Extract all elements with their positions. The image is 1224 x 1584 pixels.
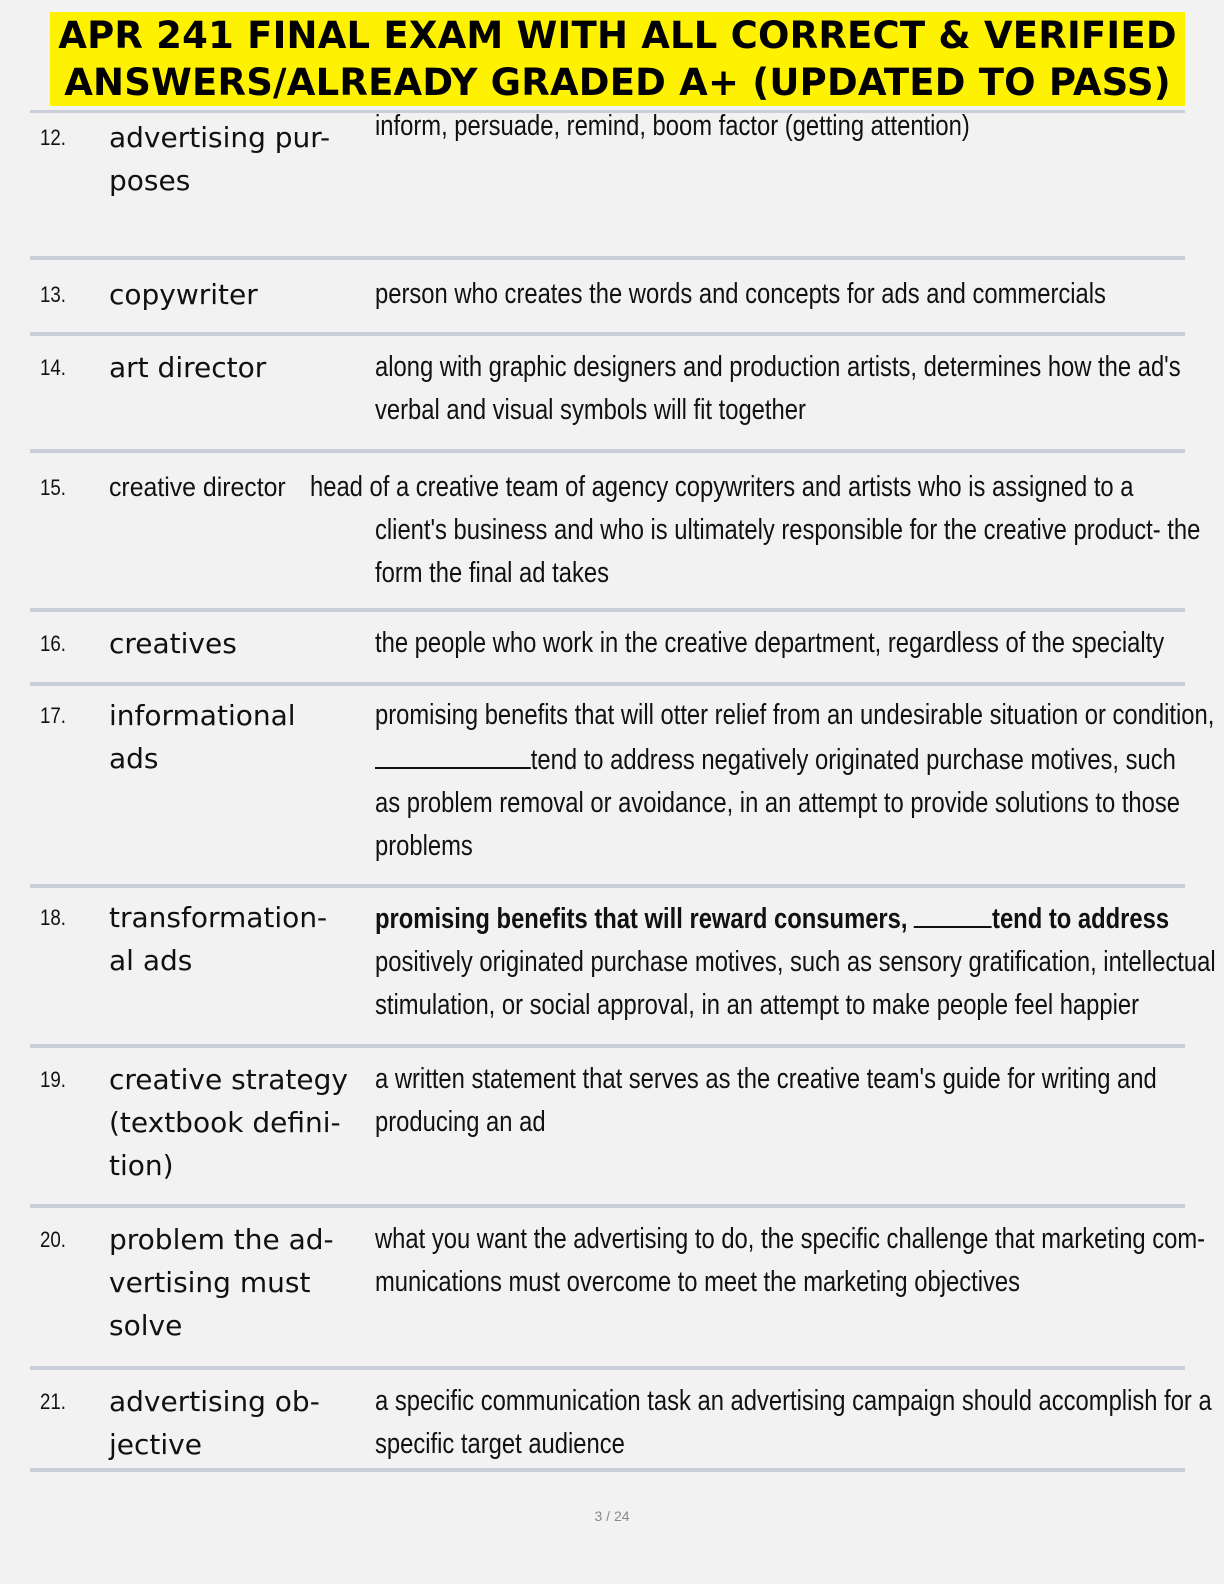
entry-definition [375,1380,1212,1466]
entry-term [109,346,369,389]
term-line: (textbook defini- [109,1106,341,1139]
flashcard-row-18 [30,888,1216,1048]
definition-line: a specific communication task an advertising campaign should accomplish for a [375,1385,1212,1417]
term-line: solve [109,1309,183,1342]
definition-line-with-blank [375,896,1170,941]
definition-line: producing an ad [375,1106,546,1138]
entry-definition [375,622,1165,665]
definition-line: stimulation, or social approval, in an attempt to make people feel happier [375,989,1140,1021]
flashcard-row-14 [30,336,1185,453]
term-line: poses [109,164,191,197]
term-line: informational [109,699,296,732]
entry-number: 12. [40,125,67,150]
title-line-2: ANSWERS/ALREADY GRADED A+ (UPDATED TO PASS) [64,61,1171,104]
definition-line: a written statement that serves as the creative team's guide for writing and [375,1063,1157,1095]
entry-definition [375,105,1080,148]
entry-definition [375,346,1181,432]
entry-term [109,273,369,316]
definition-line: promising benefits that will otter relief from an undesirable situation or condition, [375,699,1215,731]
definition-line: form the final ad takes [375,557,609,589]
definition-text: tend to address negatively originated purchase motives, such [530,744,1176,776]
entry-definition [375,694,1215,868]
definition-line-with-blank [375,737,1176,782]
flashcard-row-19 [30,1048,1185,1208]
entry-number: 18. [40,905,67,930]
entry-definition [375,1218,1206,1304]
flashcard-row-13 [30,260,1185,336]
entry-term [109,1380,369,1466]
term-line: transformation- [109,901,328,934]
definition-line: positively originated purchase motives, such as sensory gratification, intellectual [375,946,1216,978]
row-divider [30,1468,1185,1472]
term-line: creative strategy [109,1063,348,1096]
flashcard-row-12 [30,110,1185,260]
term-line: jective [109,1428,202,1461]
term-line: art director [109,351,267,384]
term-line: creatives [109,627,237,660]
entry-definition [375,896,1216,1027]
title-line-1: APR 241 FINAL EXAM WITH ALL CORRECT & VERIFIED [58,14,1177,57]
entry-term [109,896,369,982]
entry-term [109,694,369,780]
term-line: advertising pur- [109,121,331,154]
entry-number: 20. [40,1227,67,1252]
definition-line: problems [375,830,473,862]
definition-text: promising benefits that will reward consumers, [375,903,908,935]
definition-line: as problem removal or avoidance, in an attempt to provide solutions to those [375,787,1181,819]
term-line: copywriter [109,278,258,311]
definition-line: specific target audience [375,1428,625,1460]
flashcard-row-17 [30,686,1215,888]
entry-term [109,622,369,665]
definition-line: along with graphic designers and production artists, determines how the ad's [375,351,1181,383]
definition-line: the people who work in the creative department, regardless of the specialty [375,627,1165,659]
entry-number: 14. [40,355,67,380]
entry-number: 16. [40,631,67,656]
entry-definition [375,273,1106,316]
definition-line: verbal and visual symbols will fit together [375,394,806,426]
entry-definition-first-line: head of a creative team of agency copywriters and artists who is assigned to a [310,471,1134,503]
entry-number: 21. [40,1389,67,1414]
definition-line: client's business and who is ultimately responsible for the creative product- the [375,514,1201,546]
term-line: creative director [109,472,286,502]
entry-number: 15. [40,475,67,500]
flashcard-row-16 [30,612,1185,686]
entry-term [109,116,369,202]
flashcard-row-20 [30,1208,1206,1370]
term-line: problem the ad- [109,1223,334,1256]
term-line: al ads [109,944,193,977]
entry-number: 19. [40,1067,67,1092]
document-title-banner [50,12,1185,106]
term-line: advertising ob- [109,1385,320,1418]
entry-definition [375,1058,1157,1144]
entry-term [109,1058,369,1187]
fill-in-blank [914,896,992,928]
entry-number: 17. [40,703,67,728]
fill-in-blank [375,737,531,769]
term-line: ads [109,742,159,775]
definition-line: inform, persuade, remind, boom factor (getting attention) [375,110,970,142]
flashcard-row-21 [30,1370,1212,1472]
definition-line: munications must overcome to meet the marketing objectives [375,1266,1020,1298]
entry-number: 13. [40,282,67,307]
term-line: vertising must [109,1266,311,1299]
entry-term [109,1218,369,1347]
definition-text: tend to address [992,903,1170,935]
definition-line: person who creates the words and concepts for ads and commercials [375,278,1106,310]
entry-definition [375,509,1201,595]
flashcard-row-15 [30,453,1201,612]
definition-line: what you want the advertising to do, the specific challenge that marketing com- [375,1223,1206,1255]
page-indicator: 3 / 24 [594,1508,630,1524]
term-line: tion) [109,1149,174,1182]
